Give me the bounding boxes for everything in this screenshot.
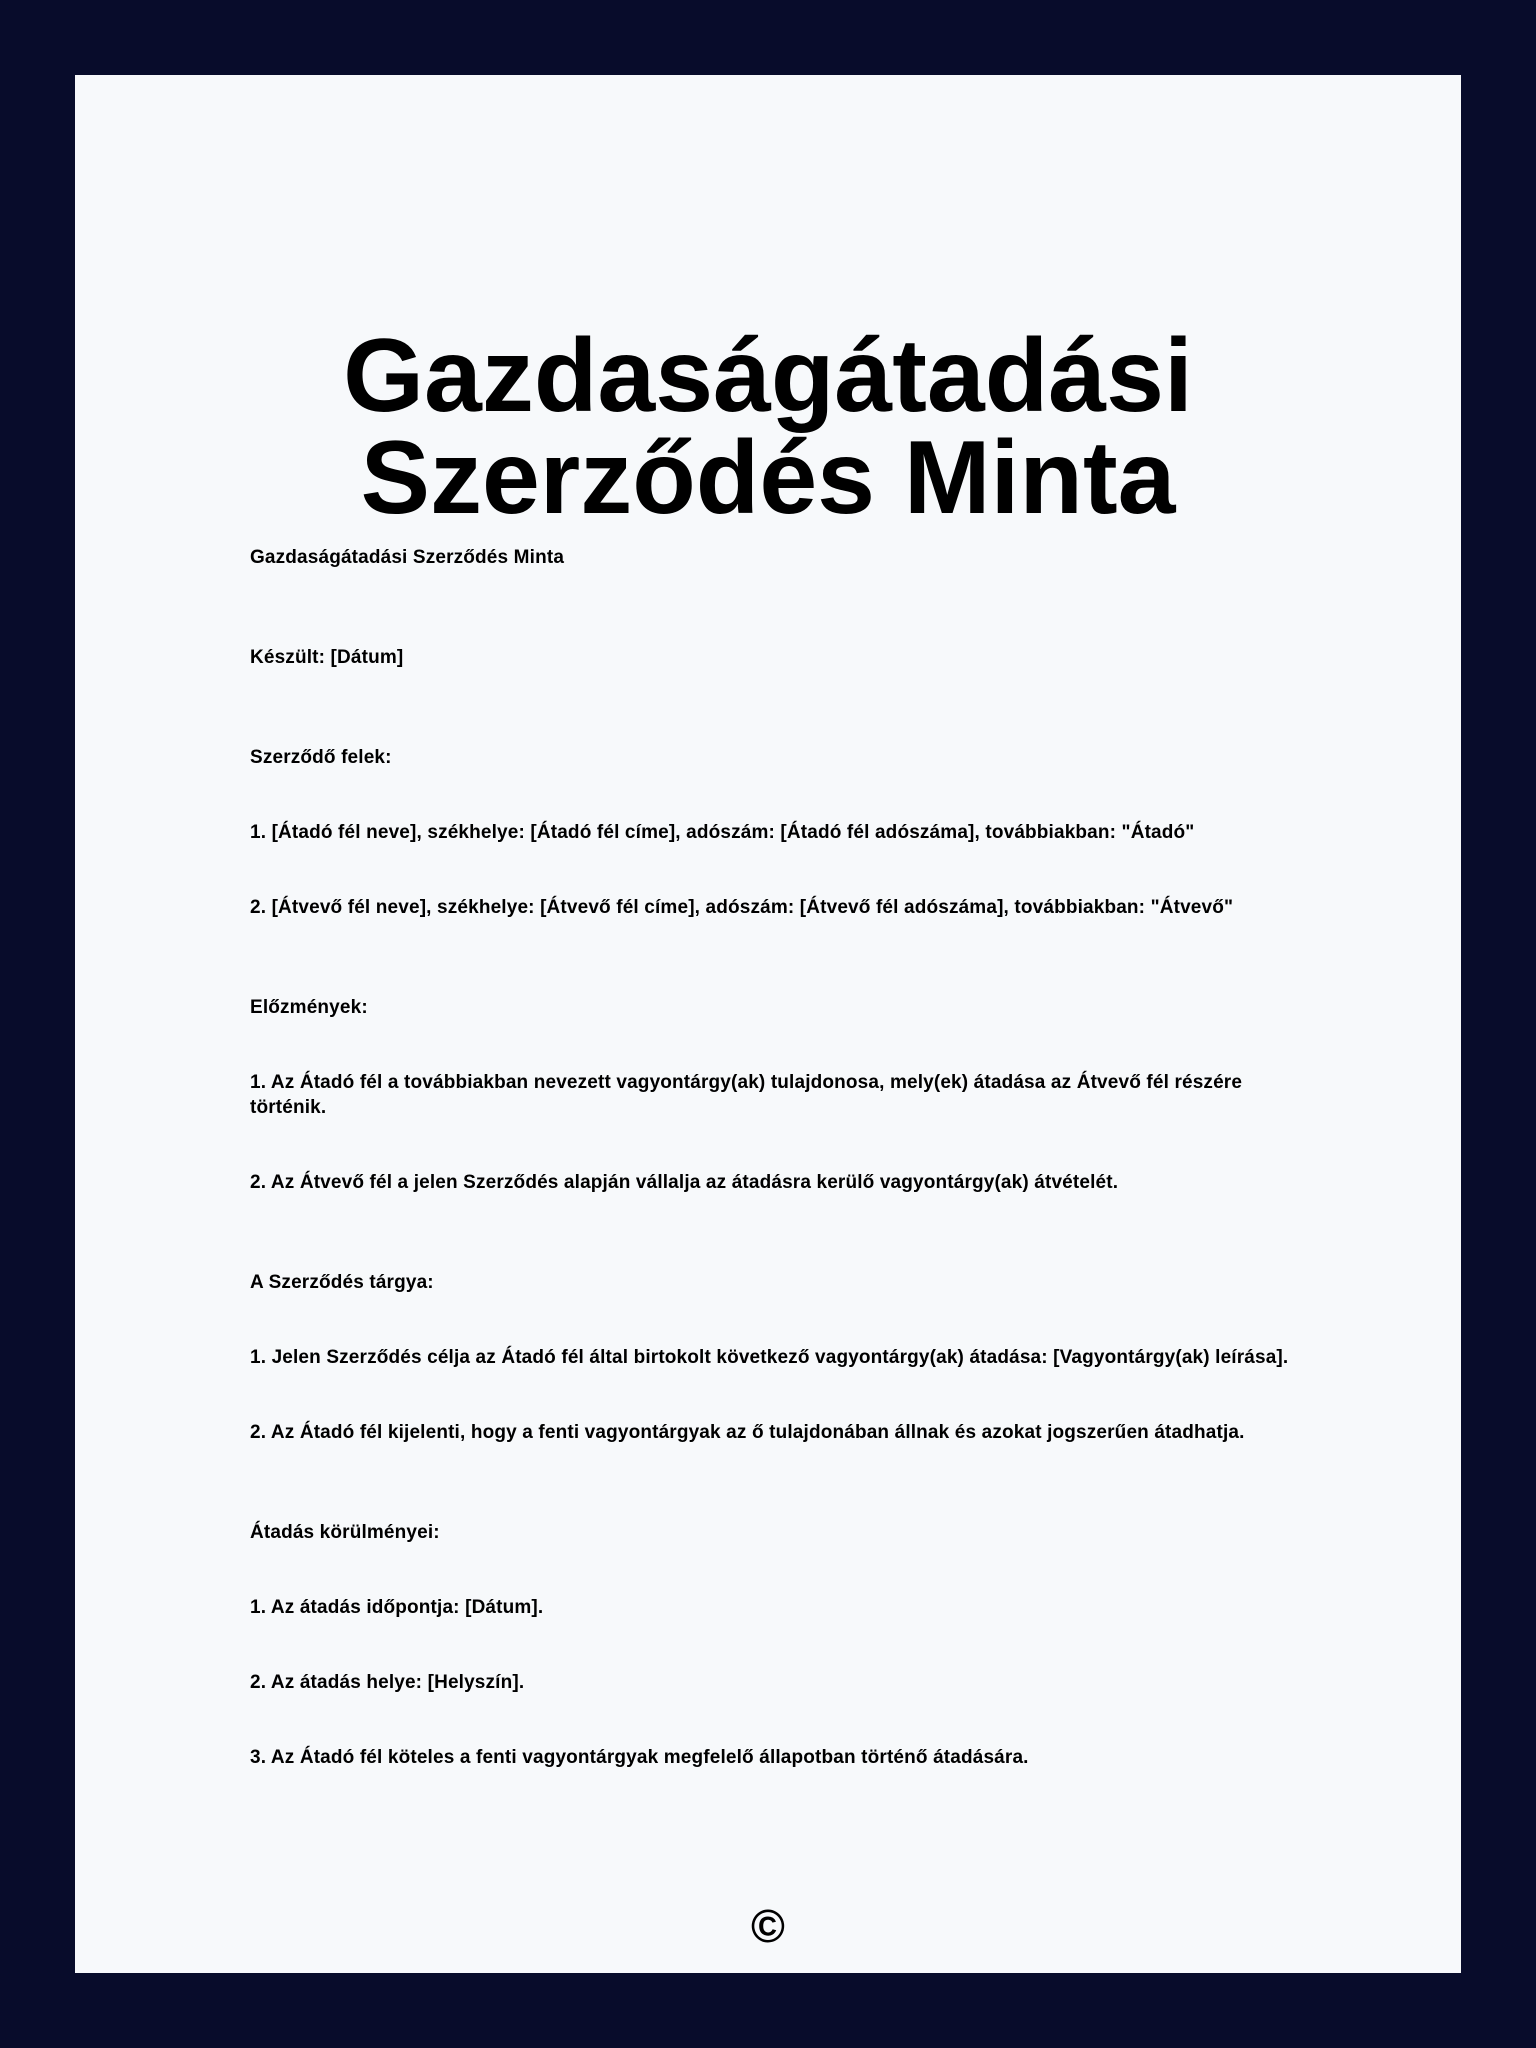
background-item: 1. Az Átadó fél a továbbiakban nevezett vagyontárgy(ak) tulajdonosa, mely(ek) átadása az Átvevő fél részére történik. [250,1072,1243,1118]
document-page [75,75,1461,1973]
document-name: Gazdaságátadási Szerződés Minta [250,547,565,568]
document-title: Gazdaságátadási Szerződés Minta [343,318,1193,536]
section-heading-background: Előzmények: [250,997,368,1018]
handover-item: 3. Az Átadó fél köteles a fenti vagyontárgyak megfelelő állapotban történő átadására. [250,1747,1029,1768]
section-heading-subject: A Szerződés tárgya: [250,1272,434,1293]
copyright-symbol: © [751,1900,785,1952]
handover-item: 1. Az átadás időpontja: [Dátum]. [250,1597,544,1618]
background-item: 2. Az Átvevő fél a jelen Szerződés alapján vállalja az átadásra kerülő vagyontárgy(ak) átvételét. [250,1172,1119,1193]
section-heading-parties: Szerződő felek: [250,747,392,768]
parties-item: 1. [Átadó fél neve], székhelye: [Átadó fél címe], adószám: [Átadó fél adószáma], továbbiakban: "Átadó" [250,822,1195,843]
prepared-date: Készült: [Dátum] [250,647,404,668]
section-heading-handover: Átadás körülményei: [250,1522,440,1543]
subject-item: 1. Jelen Szerződés célja az Átadó fél által birtokolt következő vagyontárgy(ak) átadása: [Vagyontárgy(ak) leírása]. [250,1347,1289,1368]
document-body [250,545,1290,1820]
handover-item: 2. Az átadás helye: [Helyszín]. [250,1672,525,1693]
subject-item: 2. Az Átadó fél kijelenti, hogy a fenti vagyontárgyak az ő tulajdonában állnak és azokat jogszerűen átadhatja. [250,1422,1245,1443]
parties-item: 2. [Átvevő fél neve], székhelye: [Átvevő fél címe], adószám: [Átvevő fél adószáma], továbbiakban: "Átvevő" [250,897,1234,918]
